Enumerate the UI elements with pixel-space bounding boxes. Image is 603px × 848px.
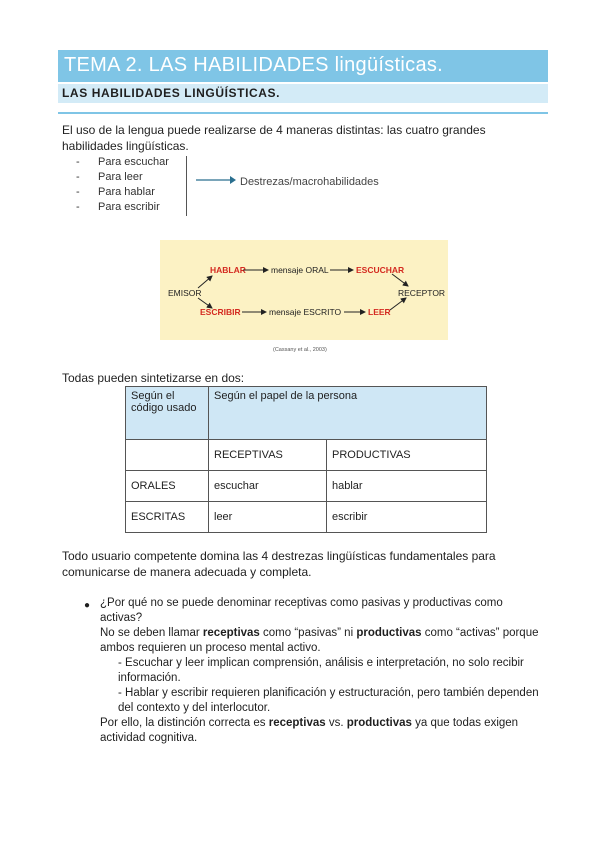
diagram-emisor: EMISOR (168, 288, 202, 298)
page-title: TEMA 2. LAS HABILIDADES lingüísticas. (64, 54, 444, 76)
table-cell: ESCRITAS (126, 502, 209, 533)
table-cell: ORALES (126, 471, 209, 502)
answer-subpoint: - Hablar y escribir requieren planificación y estructuración, pero también dependen del contexto y del interlocutor. (118, 687, 539, 714)
conclusion-paragraph: Por ello, la distinción correcta es receptivas vs. productivas ya que todas exigen actividad cognitiva. (100, 717, 519, 744)
table-row (126, 471, 487, 502)
diagram-receptor: RECEPTOR (398, 288, 446, 298)
right-arrow-icon (196, 174, 236, 186)
diagram-escribir: ESCRIBIR (200, 307, 241, 317)
table-cell: RECEPTIVAS (209, 440, 327, 471)
question-block (100, 596, 548, 746)
diagram-mensaje-escrito: mensaje ESCRITO (269, 307, 342, 317)
list-item: - Para escuchar (76, 156, 169, 168)
table-row (126, 387, 487, 440)
question-text: ¿Por qué no se puede denominar receptivas como pasivas y productivas como activas? (100, 597, 503, 624)
table-cell: leer (209, 502, 327, 533)
skills-label: Destrezas/macrohabilidades (240, 176, 379, 188)
skills-table (125, 386, 487, 533)
diagram-escuchar: ESCUCHAR (356, 265, 405, 275)
table-cell: escribir (327, 502, 487, 533)
diagram-source: (Cassany et al., 2003) (273, 347, 327, 353)
divider (58, 112, 548, 114)
list-item: - Para leer (76, 171, 143, 183)
bracket-line (186, 156, 187, 216)
table-cell: escuchar (209, 471, 327, 502)
table-header-cell: Según el papel de la persona (209, 387, 487, 440)
table-header-cell: Según el código usado (126, 387, 209, 440)
table-cell: hablar (327, 471, 487, 502)
table-row (126, 502, 487, 533)
table-cell (126, 440, 209, 471)
table-row (126, 440, 487, 471)
section-heading: LAS HABILIDADES LINGÜÍSTICAS. (62, 86, 281, 100)
diagram-leer: LEER (368, 307, 391, 317)
list-item: - Para hablar (76, 186, 155, 198)
bullet-icon: ● (84, 600, 91, 611)
summary-paragraph: Todo usuario competente domina las 4 destrezas lingüísticas fundamentales para comunicarse de manera adecuada y completa. (62, 549, 496, 579)
answer-subpoint: - Escuchar y leer implican comprensión, análisis e interpretación, no solo recibir información. (118, 657, 524, 684)
diagram-hablar: HABLAR (210, 265, 246, 275)
synth-text: Todas pueden sintetizarse en dos: (62, 371, 245, 385)
ways-list (76, 155, 169, 215)
table-cell: PRODUCTIVAS (327, 440, 487, 471)
answer-paragraph: No se deben llamar receptivas como “pasivas” ni productivas como “activas” porque ambos requieren un proceso mental activo. (100, 627, 539, 654)
intro-paragraph: El uso de la lengua puede realizarse de 4 maneras distintas: las cuatro grandes habilidades lingüísticas. (62, 123, 486, 153)
communication-diagram (160, 240, 448, 355)
diagram-mensaje-oral: mensaje ORAL (271, 265, 329, 275)
list-item: - Para escribir (76, 201, 160, 213)
